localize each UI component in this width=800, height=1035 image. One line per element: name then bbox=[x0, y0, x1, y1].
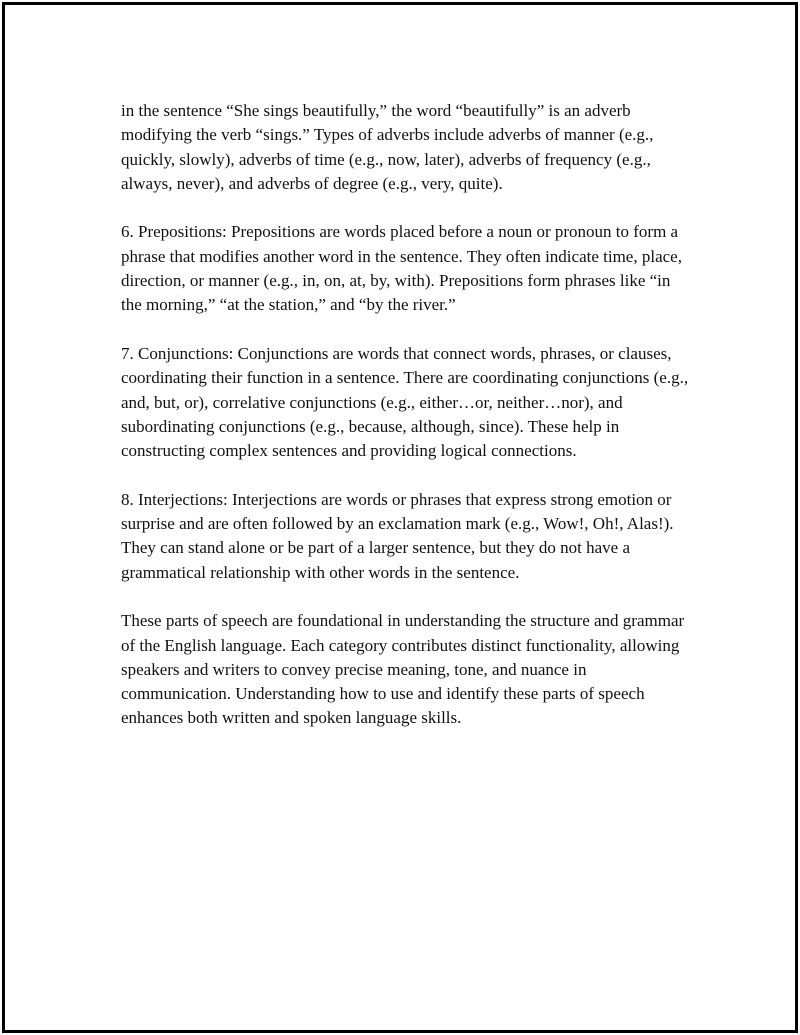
page-border bbox=[2, 2, 798, 1033]
paragraph-adverbs: in the sentence “She sings beautifully,” the word “beautifully” is an adverb modifying the verb “sings.” Types of adverbs include adverbs of manner (e.g., quickly, slowly), adverbs of time (e.g., now, later), adverbs of frequency (e.g., always, never), and adverbs of degree (e.g., very, quite). bbox=[121, 101, 654, 193]
paragraph-conjunctions: 7. Conjunctions: Conjunctions are words that connect words, phrases, or clauses, coordinating their function in a sentence. There are coordinating conjunctions (e.g., and, but, or), correlative conjunctions (e.g., either…or, neither…nor), and subordinating conjunctions (e.g., because, although, since). These help in constructing complex sentences and providing logical connections. bbox=[121, 343, 689, 461]
paragraph-interjections: 8. Interjections: Interjections are words or phrases that express strong emotion or surprise and are often followed by an exclamation mark (e.g., Wow!, Oh!, Alas!). They can stand alone or be part of a larger sentence, but they do not have a grammatical relationship with other words in the sentence. bbox=[121, 489, 674, 582]
document-body bbox=[121, 99, 693, 755]
paragraph-conclusion: These parts of speech are foundational in understanding the structure and grammar of the English language. Each category contributes distinct functionality, allowing speakers and writers to convey precise meaning, tone, and nuance in communication. Understanding how to use and identify these parts of speech enhances both written and spoken language skills. bbox=[121, 611, 685, 728]
paragraph-prepositions: 6. Prepositions: Prepositions are words placed before a noun or pronoun to form a phrase that modifies another word in the sentence. They often indicate time, place, direction, or manner (e.g., in, on, at, by, with). Prepositions form phrases like “in the morning,” “at the station,” and “by the river.” bbox=[121, 222, 682, 315]
